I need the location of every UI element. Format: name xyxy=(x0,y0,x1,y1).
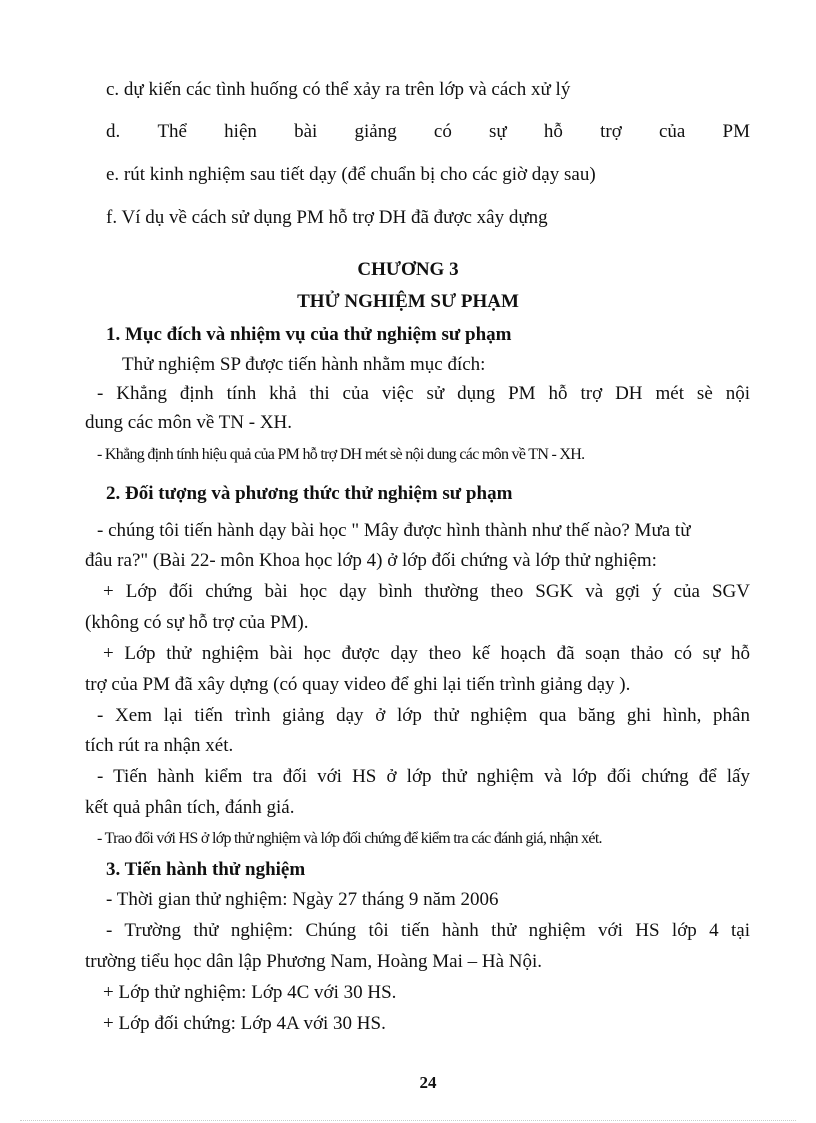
section-1-p1-line1: - Khẳng định tính khả thi của việc sử dụng PM hỗ trợ DH mét sè nội xyxy=(97,383,750,404)
word: có xyxy=(433,121,452,142)
section-1-heading: 1. Mục đích và nhiệm vụ của thử nghiệm sư phạm xyxy=(106,324,512,345)
section-2-p5-line2: kết quả phân tích, đánh giá. xyxy=(85,797,295,818)
section-3-p2-line1: - Trường thử nghiệm: Chúng tôi tiến hành thử nghiệm với HS lớp 4 tại xyxy=(106,920,750,941)
word: giảng xyxy=(354,121,397,142)
section-3-p2-line2: trường tiểu học dân lập Phương Nam, Hoàng Mai – Hà Nội. xyxy=(85,951,543,972)
word: trợ xyxy=(600,121,622,142)
section-3-p4: + Lớp đối chứng: Lớp 4A với 30 HS. xyxy=(103,1013,386,1034)
chapter-title: THỬ NGHIỆM SƯ PHẠM xyxy=(297,291,519,312)
section-1-intro: Thử nghiệm SP được tiến hành nhằm mục đích: xyxy=(122,354,486,375)
section-2-p6: - Trao đổi với HS ở lớp thử nghiệm và lớp đối chứng để kiểm tra các đánh giá, nhận xét. xyxy=(97,830,602,847)
word: Thể xyxy=(157,121,187,142)
section-2-p4-line2: tích rút ra nhận xét. xyxy=(85,735,234,756)
section-2-p1-line2: đâu ra?" (Bài 22- môn Khoa học lớp 4) ở lớp đối chứng và lớp thử nghiệm: xyxy=(85,550,657,571)
word: hiện xyxy=(224,121,257,142)
word: sự xyxy=(489,121,507,142)
word: bài xyxy=(294,121,318,142)
section-2-p2-line2: (không có sự hỗ trợ của PM). xyxy=(85,612,309,633)
list-item-c: c. dự kiến các tình huống có thể xảy ra trên lớp và cách xử lý xyxy=(106,79,571,100)
word: d. xyxy=(106,121,121,142)
section-2-p2-line1: + Lớp đối chứng bài học dạy bình thường theo SGK và gợi ý của SGV xyxy=(103,581,750,602)
list-item-f: f. Ví dụ về cách sử dụng PM hỗ trợ DH đã được xây dựng xyxy=(106,207,548,228)
list-item-d xyxy=(106,120,750,144)
section-3-p3: + Lớp thử nghiệm: Lớp 4C với 30 HS. xyxy=(103,982,397,1003)
footer-divider xyxy=(20,1120,796,1121)
word: hỗ xyxy=(543,121,563,142)
section-2-p1-line1: - chúng tôi tiến hành dạy bài học " Mây được hình thành như thế nào? Mưa từ xyxy=(97,520,691,541)
section-3-heading: 3. Tiến hành thử nghiệm xyxy=(106,859,306,880)
section-2-p4-line1: - Xem lại tiến trình giảng dạy ở lớp thử nghiệm qua băng ghi hình, phân xyxy=(97,705,750,726)
word: của xyxy=(658,121,686,142)
section-2-p5-line1: - Tiến hành kiểm tra đối với HS ở lớp thử nghiệm và lớp đối chứng để lấy xyxy=(97,766,750,787)
list-item-e: e. rút kinh nghiệm sau tiết dạy (để chuẩn bị cho các giờ dạy sau) xyxy=(106,164,596,185)
word: PM xyxy=(722,121,750,142)
section-2-p3-line1: + Lớp thử nghiệm bài học được dạy theo kế hoạch đã soạn thảo có sự hỗ xyxy=(103,643,750,664)
section-1-p1-line2: dung các môn về TN - XH. xyxy=(85,412,293,433)
section-2-p3-line2: trợ của PM đã xây dựng (có quay video để ghi lại tiến trình giảng dạy ). xyxy=(85,674,631,695)
chapter-number: CHƯƠNG 3 xyxy=(357,259,459,280)
section-1-p2: - Khẳng định tính hiệu quả của PM hỗ trợ DH mét sè nội dung các môn về TN - XH. xyxy=(97,446,585,463)
section-2-heading: 2. Đối tượng và phương thức thử nghiệm sư phạm xyxy=(106,483,513,504)
page-number: 24 xyxy=(419,1073,437,1092)
section-3-p1: - Thời gian thử nghiệm: Ngày 27 tháng 9 năm 2006 xyxy=(106,889,499,910)
